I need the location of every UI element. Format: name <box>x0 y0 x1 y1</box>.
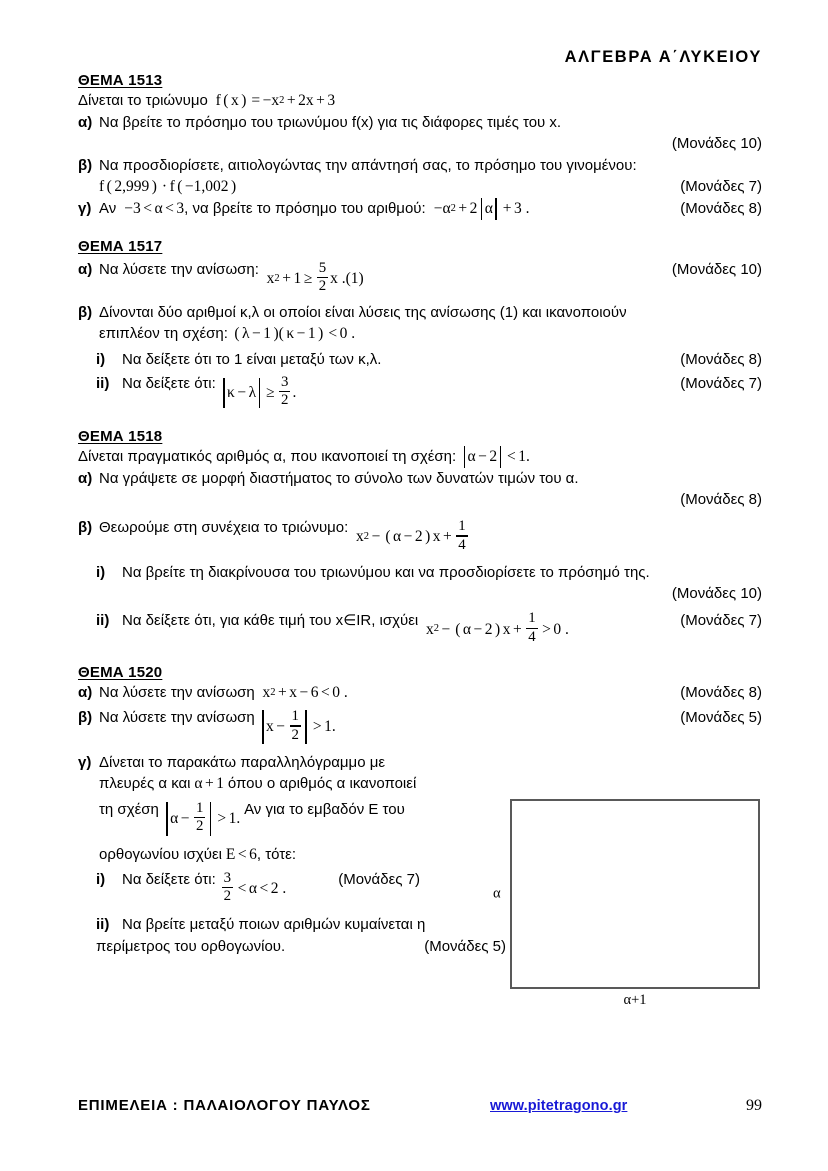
theme-block-1513 <box>78 72 762 220</box>
gamma-line-1: Δίνεται το παρακάτω παραλληλόγραμμο με <box>99 753 386 771</box>
item-text: Να βρείτε μεταξύ ποιων αριθμών κυμαίνεται η <box>122 916 426 934</box>
item-text: Να λύσετε την ανίσωση <box>99 709 255 727</box>
item-roman-i <box>78 562 762 583</box>
item-label: ii) <box>96 611 110 629</box>
marks-gamma: (Μονάδες 8) <box>680 199 762 217</box>
item-text: Θεωρούμε στη συνέχεια το τριώνυμο: <box>99 519 349 537</box>
rectangle-bottom-label: α+1 <box>623 992 647 1008</box>
gamma-text-b: Αν για το εμβαδόν Ε του <box>244 801 405 819</box>
item-beta-math-row <box>78 176 762 198</box>
item-math-2: ( λ − 1 )( κ − 1 ) < 0 . <box>234 324 356 342</box>
rectangle-shape <box>510 799 760 989</box>
item-beta-second-line <box>78 323 762 345</box>
gamma-condition-math: −3 < α < 3 <box>120 199 185 217</box>
item-label: α) <box>78 684 93 702</box>
gamma-math-4: Ε < 6 <box>222 845 257 863</box>
item-label: β) <box>78 519 93 537</box>
item-text <box>99 198 530 220</box>
marks-alpha: (Μονάδες 8) <box>680 684 762 702</box>
item-roman-ii-second-line <box>78 936 506 957</box>
marks-alpha: (Μονάδες 10) <box>671 135 762 153</box>
theme-heading: ΘΕΜΑ 1513 <box>78 72 163 89</box>
intro-math: f ( x ) = −x 2 + 2x + 3 <box>207 92 336 109</box>
item-label: β) <box>78 303 93 321</box>
item-text: Δίνονται δύο αριθμοί κ,λ οι οποίοι είναι λύσεις της ανίσωσης (1) και ικανοποιούν <box>99 303 627 321</box>
item-text: Να λύσετε την ανίσωση <box>99 684 255 702</box>
gamma-text-b: , τότε: <box>256 845 297 863</box>
item-text: Να γράψετε σε μορφή διαστήματος το σύνολο των δυνατών τιμών του α. <box>99 469 579 487</box>
item-alpha <box>78 682 762 704</box>
gamma-text-a: τη σχέση <box>99 801 159 819</box>
marks-roman-ii: (Μονάδες 7) <box>680 611 762 629</box>
item-label: i) <box>96 564 106 582</box>
item-label: α) <box>78 260 93 278</box>
intro-text: Δίνεται το τριώνυμο <box>78 92 208 109</box>
item-beta <box>78 155 762 176</box>
item-roman-i <box>78 349 762 370</box>
theme-heading: ΘΕΜΑ 1517 <box>78 237 163 255</box>
theme-intro-line <box>78 446 762 468</box>
item-math: κ − λ ≥ $\frac{3}{2}$ . <box>216 376 297 410</box>
item-label: γ) <box>78 753 92 771</box>
gamma-math-2: α + 1 <box>190 775 228 793</box>
theme-intro-line <box>78 90 762 112</box>
marks-roman-i: (Μονάδες 10) <box>671 585 762 603</box>
page-number: 99 <box>746 1097 762 1114</box>
marks-alpha: (Μονάδες 8) <box>680 491 762 509</box>
rectangle-figure <box>493 799 760 1008</box>
gamma-math-3: α − $\frac{1}{2}$ > 1. <box>159 802 244 836</box>
gamma-text-a: ορθογωνίου ισχύει <box>99 845 223 863</box>
item-text: Να βρείτε το πρόσημο του τριωνύμου f(x) για τις διάφορες τιμές του x. <box>99 114 562 131</box>
item-label: α) <box>78 469 93 487</box>
theme-block-1517 <box>78 238 762 410</box>
item-label: β) <box>78 156 93 174</box>
item-label: α) <box>78 114 93 131</box>
item-alpha <box>78 112 762 133</box>
item-label: β) <box>78 709 93 727</box>
item-math: x 2 + 1 ≥ $\frac{5}{2}$ x .(1) <box>258 259 364 295</box>
item-math: x − $\frac{1}{2}$ > 1. <box>255 710 336 744</box>
item-text: Να προσδιορίσετε, αιτιολογώντας την απάντησή σας, το πρόσημο του γινομένου: <box>99 156 637 174</box>
item-math: x 2 − ( α − 2 ) x + $\frac{1}{4}$ > 0 . <box>418 610 569 645</box>
item-alpha <box>78 468 762 489</box>
item-roman-ii <box>78 914 506 935</box>
theme-block-1518 <box>78 428 762 646</box>
item-text-2: περίμετρος του ορθογωνίου. <box>96 937 286 955</box>
intro-math: α − 2 < 1. <box>456 446 530 468</box>
item-roman-ii <box>78 610 762 647</box>
item-math: $\frac{3}{2}$ < α < 2 . <box>223 869 287 905</box>
item-text: Να βρείτε τη διακρίνουσα του τριωνύμου και να προσδιορίσετε το πρόσημό της. <box>122 564 650 582</box>
item-math: x 2 + x − 6 < 0 . <box>254 684 348 702</box>
gamma-text-a: πλευρές α και <box>99 775 191 793</box>
gamma-line-2 <box>78 773 762 795</box>
item-text: Να δείξετε ότι, για κάθε τιμή του x∈IR, ισχύει <box>122 611 419 629</box>
gamma-text-b: όπου ο αριθμός α ικανοποιεί <box>227 775 417 793</box>
theme-heading: ΘΕΜΑ 1520 <box>78 664 163 682</box>
item-text-2: επιπλέον τη σχέση: <box>99 324 228 342</box>
theme-heading: ΘΕΜΑ 1518 <box>78 427 163 445</box>
item-label: ii) <box>96 916 110 934</box>
gamma-expression-math: −α 2 + 2 α + 3 . <box>430 198 530 220</box>
website-link[interactable]: www.pitetragono.gr <box>490 1098 628 1114</box>
item-gamma <box>78 752 762 773</box>
marks-roman-ii: (Μονάδες 5) <box>424 937 506 955</box>
item-text: Να δείξετε ότι το 1 είναι μεταξύ των κ,λ. <box>122 350 382 368</box>
item-text: Να λύσετε την ανίσωση: <box>99 260 259 278</box>
gamma-text-before: Αν <box>99 199 117 217</box>
page-title: ΑΛΓΕΒΡΑ Α΄ΛΥΚΕΙΟΥ <box>564 48 762 66</box>
marks-alpha: (Μονάδες 10) <box>671 260 762 278</box>
marks-beta: (Μονάδες 7) <box>680 177 762 195</box>
item-alpha <box>78 259 762 296</box>
item-beta <box>78 520 762 554</box>
item-math: x 2 − ( α − 2 ) x + $\frac{1}{4}$ <box>348 518 466 553</box>
marks-beta: (Μονάδες 5) <box>680 709 762 727</box>
marks-roman-i: (Μονάδες 8) <box>680 350 762 368</box>
item-text: Να δείξετε ότι: <box>122 375 216 393</box>
item-gamma <box>78 198 762 220</box>
intro-text: Δίνεται πραγματικός αριθμός α, που ικανοποιεί τη σχέση: <box>78 447 457 465</box>
item-beta <box>78 302 762 323</box>
item-label: i) <box>96 870 106 888</box>
item-roman-ii <box>78 373 762 410</box>
item-math: f ( 2,999 ) · f ( −1,002 ) <box>99 177 237 195</box>
item-label: i) <box>96 350 106 368</box>
page-footer <box>78 1097 762 1123</box>
item-label: γ) <box>78 199 92 217</box>
item-beta <box>78 710 762 744</box>
item-label: ii) <box>96 375 110 393</box>
item-text: Να δείξετε ότι: <box>122 870 216 888</box>
marks-roman-i: (Μονάδες 7) <box>338 870 420 888</box>
footer-credit: ΕΠΙΜΕΛΕΙΑ : ΠΑΛΑΙΟΛΟΓΟΥ ΠΑΥΛΟΣ <box>78 1097 371 1114</box>
gamma-text-mid: , να βρείτε το πρόσημο του αριθμού: <box>184 199 426 217</box>
marks-roman-ii: (Μονάδες 7) <box>680 375 762 393</box>
rectangle-side-label: α <box>493 885 501 902</box>
